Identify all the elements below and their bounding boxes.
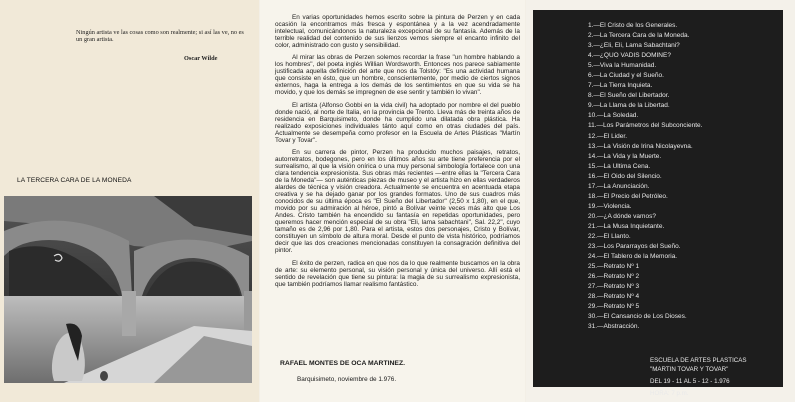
- article-paragraph: En su carrera de pintor, Perzen ha producido muchos paisajes, retratos, autorretratos, bodegones, pero en los últimos años su arte tiene preferencia por el surrealismo, al que la visión onírica o una muy personal simbología fortalece con una clara tendencia expresionista. Sus obras más recientes —entre ellas la "Tercera Cara de la Moneda"— son auténticas piezas de museo y el artista hizo en ellas verdaderos alardes de técnica y visión creadora. Actualmente se encuentra en acentuada etapa creativa y se ha dejado ganar por los grandes formatos. Uno de sus cuadros más conocidos de su última época es "El Sueño del Libertador" (2,50 x 1,80), en el que, movido por su admiración al héroe, pintó a Bolívar veinte veces más alto que Los Andes. Cristo también ha encendido su fantasía en repetidas oportunidades, pero queremos hacer mención especial de su obra "Eli, lama sabachtani", Sal. 22,2", cuyo tamaño es de 2,96 por 1,80. Para el artista, estos dos personajes, Cristo y Bolívar, constituyen un símbolo de altura moral. Desde el punto de vista histórico, podríamos decir que las dos creaciones mencionadas constituyen la consagración definitiva del pintor.: [275, 148, 520, 255]
- work-item: 20.—¿A dónde vamos?: [588, 212, 656, 220]
- work-item: 2.—La Tercera Cara de la Moneda.: [588, 32, 690, 40]
- left-page: [0, 0, 259, 402]
- work-item: 3.—¿Eli, Eli, Lama Sabachtani?: [588, 42, 680, 50]
- school-name: ESCUELA DE ARTES PLASTICAS: [650, 357, 747, 364]
- right-page: [526, 0, 795, 402]
- work-item: 29.—Retrato Nº 5: [588, 303, 640, 311]
- painting-title: LA TERCERA CARA DE LA MONEDA: [17, 177, 132, 184]
- work-item: 8.—El Sueño del Libertador.: [588, 92, 670, 100]
- work-item: 13.—La Visión de Irina Nicolayevna.: [588, 142, 693, 150]
- work-item: 24.—El Tablero de la Memoria.: [588, 253, 678, 261]
- work-item: 1.—El Cristo de los Generales.: [588, 22, 678, 29]
- works-list: [588, 21, 702, 332]
- work-item: 27.—Retrato Nº 3: [588, 283, 640, 291]
- work-item: 12.—El Lider.: [588, 132, 628, 140]
- work-item: 15.—La Ultima Cena.: [588, 162, 651, 170]
- work-item: 5.—Viva la Humanidad.: [588, 62, 657, 70]
- catalog-card: [533, 10, 783, 397]
- work-item: 22.—El Llanto.: [588, 232, 631, 240]
- work-item: 10.—La Soledad.: [588, 112, 639, 120]
- work-item: 25.—Retrato Nº 1: [588, 263, 640, 271]
- work-item: 16.—El Oido del Silencio.: [588, 172, 662, 180]
- exhibition-info: [650, 356, 747, 398]
- painting-illustration: [4, 196, 252, 383]
- work-item: 31.—Abstracción.: [588, 323, 640, 331]
- work-item: 14.—La Vida y la Muerte.: [588, 152, 662, 160]
- work-item: 4.—¿QUO VADIS DOMINE?: [588, 52, 671, 60]
- work-item: 7.—La Tierra Inquieta.: [588, 82, 653, 90]
- work-item: 30.—El Cansancio de Los Dioses.: [588, 313, 687, 321]
- epigraph-quote: Ningún artista ve las cosas como son realmente; si así las ve, no es un gran artista.: [76, 29, 244, 43]
- work-item: 9.—La Llama de la Libertad.: [588, 102, 670, 110]
- painting-image: [4, 196, 252, 383]
- article-date: Barquisimeto, noviembre de 1.976.: [297, 376, 397, 383]
- article-text: [275, 14, 520, 293]
- work-item: 6.—La Ciudad y el Sueño.: [588, 72, 664, 80]
- article-paragraph: El artista (Alfonso Gobbi en la vida civil) ha adoptado por nombre el del pueblo donde nació, al norte de Italia, en la provincia de Trento. Lleva más de treinta años de residencia en Barquisimeto, donde ha cumplido una dilatada obra plástica. Ha realizado exposiciones individuales tánto aquí como en otras ciudades del país. Actualmente se desempeña como profesor en la Escuela de Artes Plásticas "Martín Tovar y Tovar".: [275, 101, 520, 144]
- work-item: 19.—Violencia.: [588, 202, 632, 210]
- article-paragraph: Al mirar las obras de Perzen solemos recordar la frase "un hombre hablando a los hombres", del poeta inglés Willian Wordsworth. Entonces nos parece sabiamente justificada aquella definición del arte que nos da Tolstóy: "Es una actividad humana que consiste en ésto, que un hombre, conscientemente, por medio de ciertos signos externos, haga la entrega a los demás de los sentimientos en que su vida se ha movido, y que los demás se impregnen de ese sentir y también lo vivan".: [275, 54, 520, 97]
- epigraph-author: Oscar Wilde: [184, 55, 218, 62]
- exhibition-dates: DEL 19 - 11 AL 5 - 12 - 1.976: [650, 378, 730, 385]
- exhibition-time: HORA: 7 p.m.: [650, 390, 689, 397]
- work-item: 28.—Retrato Nº 4: [588, 293, 640, 301]
- work-item: 17.—La Anunciación.: [588, 182, 650, 190]
- work-item: 21.—La Musa Inquietante.: [588, 222, 665, 230]
- work-item: 23.—Los Pararrayos del Sueño.: [588, 243, 681, 251]
- article-paragraph: En varias oportunidades hemos escrito sobre la pintura de Perzen y en cada ocasión la encontramos más fresca y espontánea y a la vez acendradamente intelectual, comunicándonos la naturaleza excepcional de su fantasía. Además de la terrible realidad del contenido de sus lienzos vemos siempre el encanto infinito del color, administrado con gusto y sensibilidad.: [275, 14, 520, 50]
- work-item: 26.—Retrato Nº 2: [588, 273, 640, 281]
- work-item: 18.—El Precio del Petróleo.: [588, 192, 668, 200]
- article-paragraph: El éxito de perzen, radica en que nos da lo que realmente buscamos en la obra de arte: su elemento personal, su visión personal y única del universo. Allí está el sentido de revelación que tiene su pintura: la magia de su surrealismo expresionista, que también podríamos llamar realismo fantástico.: [275, 259, 520, 288]
- middle-page: [260, 0, 525, 402]
- article-signer: RAFAEL MONTES DE OCA MARTINEZ.: [280, 360, 405, 367]
- school-subtitle: "MARTIN TOVAR Y TOVAR": [650, 366, 729, 373]
- work-item: 11.—Los Parámetros del Subconciente.: [588, 122, 703, 130]
